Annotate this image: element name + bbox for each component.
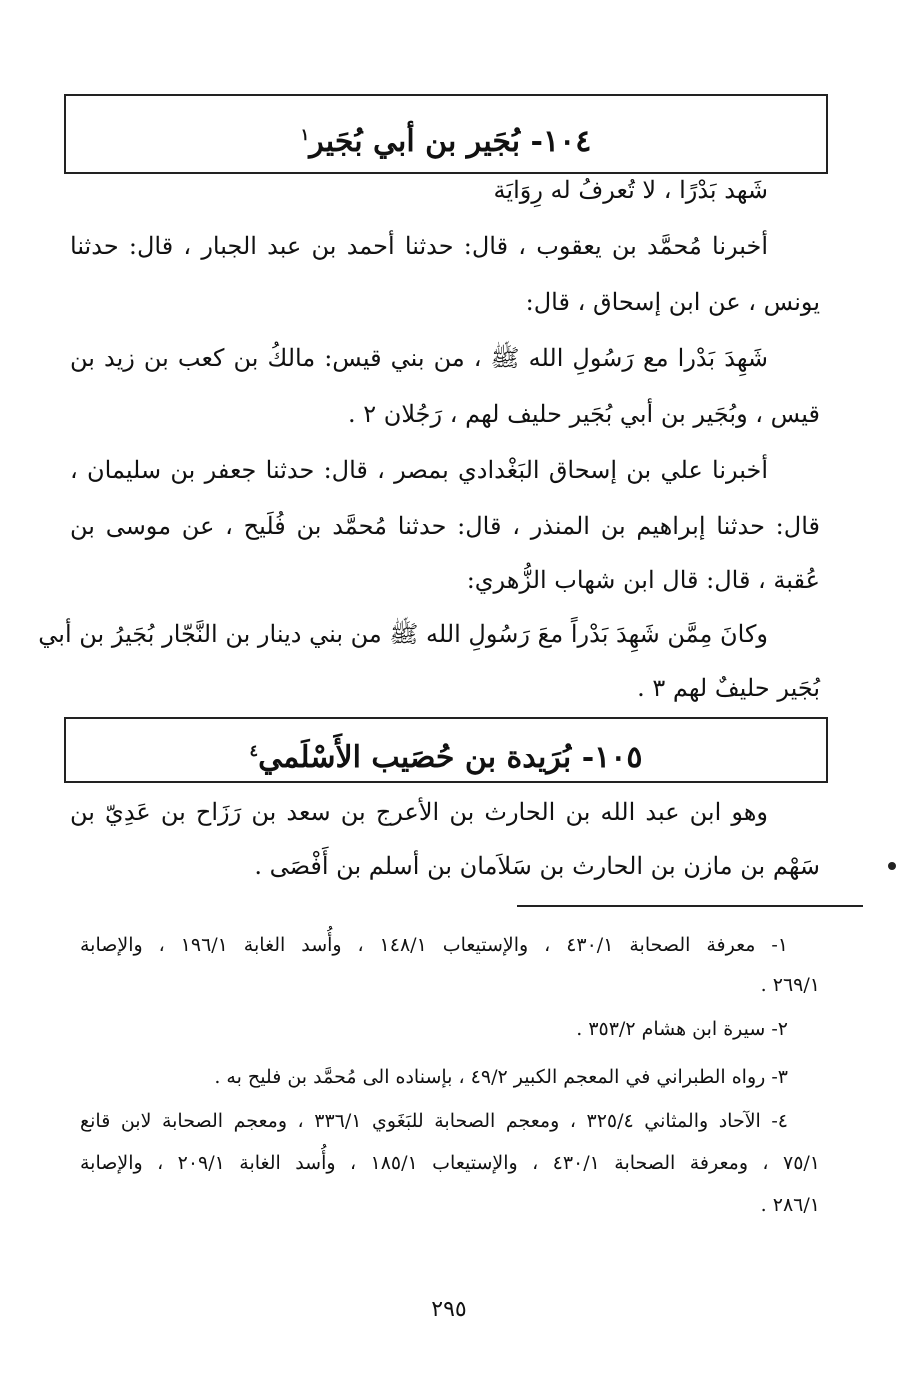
entry-105-heading [64,717,828,783]
footnote-separator [517,905,863,907]
body-line: قيس ، وبُجَير بن أبي بُجَير حليف لهم ، رَجُلان ٢ . [347,400,820,428]
body-line: وهو ابن عبد الله بن الحارث بن الأعرج بن سعد بن رَزَاح بن عَدِيّ بن [70,798,768,826]
body-line: بُجَير حليفٌ لهم ٣ . [637,674,820,702]
footnote-line: ٧٥/١ ، ومعرفة الصحابة ٤٣٠/١ ، والإستيعاب ١٨٥/١ ، وأُسد الغابة ٢٠٩/١ ، والإصابة [80,1152,821,1174]
body-line: أخبرنا علي بن إسحاق البَغْدادي بمصر ، قال: حدثنا جعفر بن سليمان ، [70,456,768,484]
entry-104-title: ١٠٤- بُجَير بن أبي بُجَير [309,124,592,159]
entry-105-title: ١٠٥- بُرَيدة بن حُصَيب الأَسْلَمي [258,740,643,775]
footnote-line: ٢٨٦/١ . [760,1194,820,1216]
body-line: شَهد بَدْرًا ، لا تُعرفُ له رِوَايَة [493,176,768,204]
body-line: عُقبة ، قال: قال ابن شهاب الزُّهري: [466,566,820,594]
footnote-line: ٢٦٩/١ . [760,974,820,996]
page-number: ٢٩٥ [431,1297,467,1322]
footnote-line: ٤- الآحاد والمثاني ٣٢٥/٤ ، ومعجم الصحابة للبَغَوي ٣٣٦/١ ، ومعجم الصحابة لابن قانع [80,1110,788,1132]
footnote-line: ١- معرفة الصحابة ٤٣٠/١ ، والإستيعاب ١٤٨/١ ، وأُسد الغابة ١٩٦/١ ، والإصابة [80,934,788,956]
entry-105-footnote-ref: ٤ [249,741,259,760]
entry-104-heading [64,94,828,174]
entry-104-footnote-ref: ١ [300,125,310,144]
footnote-line: ٢- سيرة ابن هشام ٣٥٣/٢ . [576,1018,788,1040]
body-line: وكانَ مِمَّن شَهِدَ بَدْراً معَ رَسُولِ الله ﷺ من بني دينار بن النَّجّار بُجَيرُ بن أبي [38,620,768,648]
body-line: أخبرنا مُحمَّد بن يعقوب ، قال: حدثنا أحمد بن عبد الجبار ، قال: حدثنا [70,232,768,260]
body-line: يونس ، عن ابن إسحاق ، قال: [525,288,820,316]
body-line: سَهْم بن مازن بن الحارث بن سَلاَمان بن أسلم بن أَفْصَى . [254,852,820,880]
body-line: شَهِدَ بَدْرا مع رَسُولِ الله ﷺ ، من بني قيس: مالكُ بن كعب بن زيد بن [70,344,768,372]
body-line: قال: حدثنا إبراهيم بن المنذر ، قال: حدثنا مُحمَّد بن فُلَيح ، عن موسى بن [70,512,820,540]
footnote-line: ٣- رواه الطبراني في المعجم الكبير ٤٩/٢ ، بإسناده الى مُحمَّد بن فليح به . [214,1066,788,1088]
margin-dot [888,862,896,870]
